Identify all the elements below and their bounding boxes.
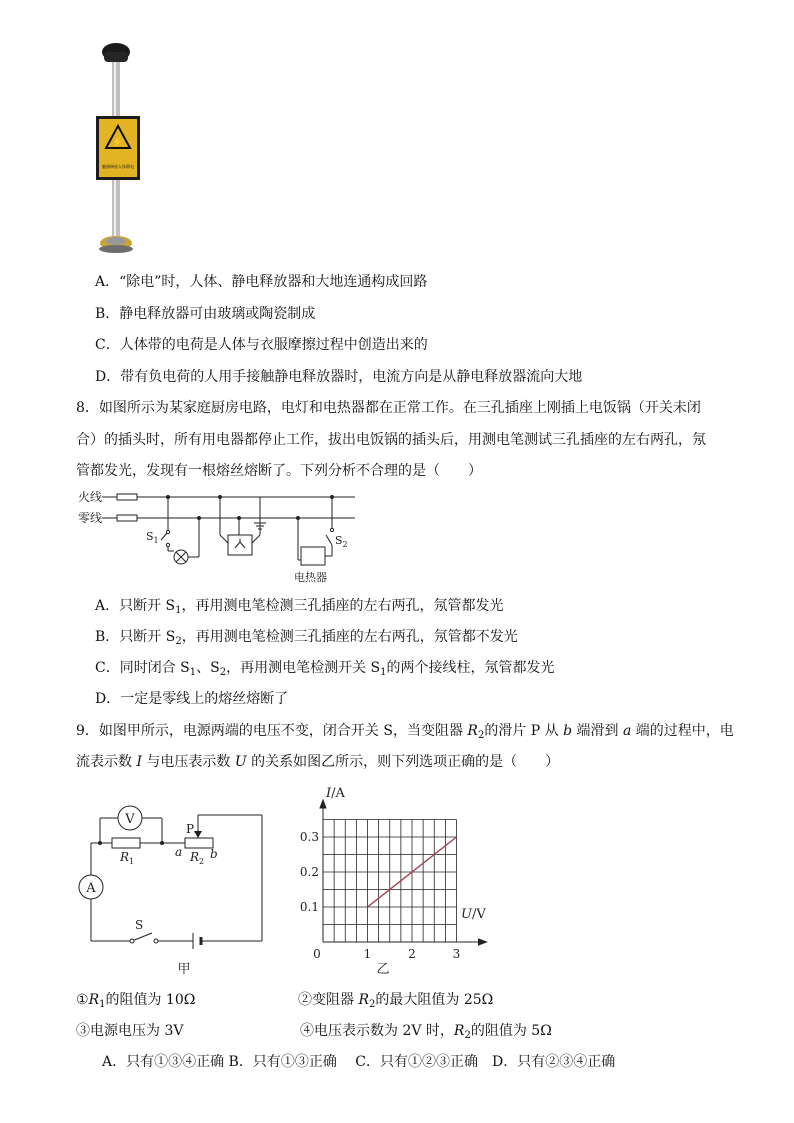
graph-caption: 乙 bbox=[376, 962, 390, 977]
q9-stem-line1: 9．如图甲所示，电源两端的电压不变，闭合开关 S，当变阻器 $R_2$的滑片 P 从 b 端滑到 a 端的过程中，电 bbox=[76, 723, 734, 741]
y-axis-label: I/A bbox=[326, 786, 345, 801]
q8-option-c: C．同时闭合 $S_1$、$S_2$，再用测电笔检测开关 $S_1$的两个接线柱，氖管都发光 bbox=[95, 660, 555, 678]
y-tick-label: 0.3 bbox=[299, 830, 319, 844]
r1-label: R bbox=[120, 850, 130, 864]
switch-s1-label: S bbox=[146, 530, 154, 543]
q8-option-d: D．一定是零线上的熔丝熔断了 bbox=[95, 691, 289, 707]
terminal-a-label: a bbox=[175, 845, 183, 859]
x-tick-label: 3 bbox=[452, 947, 461, 961]
y-axis-arrow bbox=[320, 800, 326, 808]
heater-label: 电热器 bbox=[294, 571, 327, 584]
q8-option-a: A．只断开 $S_1$，再用测电笔检测三孔插座的左右两孔，氖管都发光 bbox=[95, 598, 504, 616]
q9-stem-line2: 流表示数 I 与电压表示数 U 的关系如图乙所示，则下列选项正确的是（ ） bbox=[76, 754, 560, 770]
static-discharger-image bbox=[90, 40, 150, 255]
household-circuit-diagram bbox=[70, 485, 370, 585]
q9-statement-1: $①R_1$的阻值为 10Ω bbox=[76, 992, 196, 1010]
x-axis-arrow bbox=[479, 939, 487, 945]
q8-stem-line2: 合）的插头时，所有用电器都停止工作，拔出电饭锅的插头后，用测电笔测试三孔插座的左右两孔，氖 bbox=[76, 432, 706, 448]
svg-text:⚡: ⚡ bbox=[112, 138, 124, 148]
switch-s2-label: S bbox=[335, 534, 343, 547]
y-tick-label: 0.1 bbox=[299, 900, 319, 914]
r2-label: R bbox=[190, 850, 200, 864]
q7-option-c: C．人体带的电荷是人体与衣服摩擦过程中创造出来的 bbox=[95, 337, 428, 353]
svg-text:S2: $S_2$ bbox=[335, 534, 348, 549]
x-tick-label: 0 bbox=[313, 947, 321, 961]
live-wire-label: 火线 bbox=[78, 490, 103, 504]
ammeter-label: A bbox=[86, 881, 96, 896]
q8-stem-line3: 管都发光，发现有一根熔丝熔断了。下列分析不合理的是（ ） bbox=[76, 463, 482, 479]
slider-p-label: P bbox=[186, 822, 195, 836]
voltmeter-label: V bbox=[125, 812, 135, 827]
q7-option-a: A．“除电”时，人体、静电释放器和大地连通构成回路 bbox=[95, 274, 428, 290]
circuit-caption: 甲 bbox=[177, 962, 191, 977]
y-tick-label: 0.2 bbox=[299, 865, 319, 879]
q9-statement-2: ②变阻器 $R_2$的最大阻值为 25Ω bbox=[298, 992, 494, 1010]
q9-circuit-diagram bbox=[70, 795, 280, 980]
x-tick-label: 2 bbox=[408, 947, 416, 961]
x-tick-label: 1 bbox=[363, 947, 372, 961]
svg-text:R1: $R_1$ bbox=[120, 850, 135, 866]
q7-option-d: D．带有负电荷的人用手接触静电释放器时，电流方向是从静电释放器流向大地 bbox=[95, 369, 583, 385]
x-axis-label: U/V bbox=[461, 907, 486, 922]
q7-option-b: B．静电释放器可由玻璃或陶瓷制成 bbox=[95, 306, 316, 322]
svg-text:S1: $S_1$ bbox=[146, 530, 159, 545]
svg-text:R2: $R_2$ bbox=[190, 850, 205, 866]
sign-text: 触摸释放人体静电 bbox=[102, 164, 134, 169]
q9-choices: A．只有①③④正确 B．只有①③正确 C．只有①②③正确 D．只有②③④正确 bbox=[102, 1054, 616, 1070]
q9-statement-4: ④电压表示数为 2V 时，$R_2$的阻值为 5Ω bbox=[300, 1023, 552, 1041]
switch-s-label: S bbox=[135, 918, 144, 932]
iu-graph bbox=[295, 778, 495, 983]
neutral-wire-label: 零线 bbox=[78, 511, 103, 525]
q8-stem-line1: 8．如图所示为某家庭厨房电路，电灯和电热器都在正常工作。在三孔插座上刚插上电饭锅（开关未闭 bbox=[76, 400, 701, 416]
q9-statement-3: ③电源电压为 3V bbox=[76, 1023, 184, 1039]
terminal-b-label: b bbox=[210, 847, 218, 861]
q8-option-b: B．只断开 $S_2$，再用测电笔检测三孔插座的左右两孔，氖管都不发光 bbox=[95, 629, 518, 647]
